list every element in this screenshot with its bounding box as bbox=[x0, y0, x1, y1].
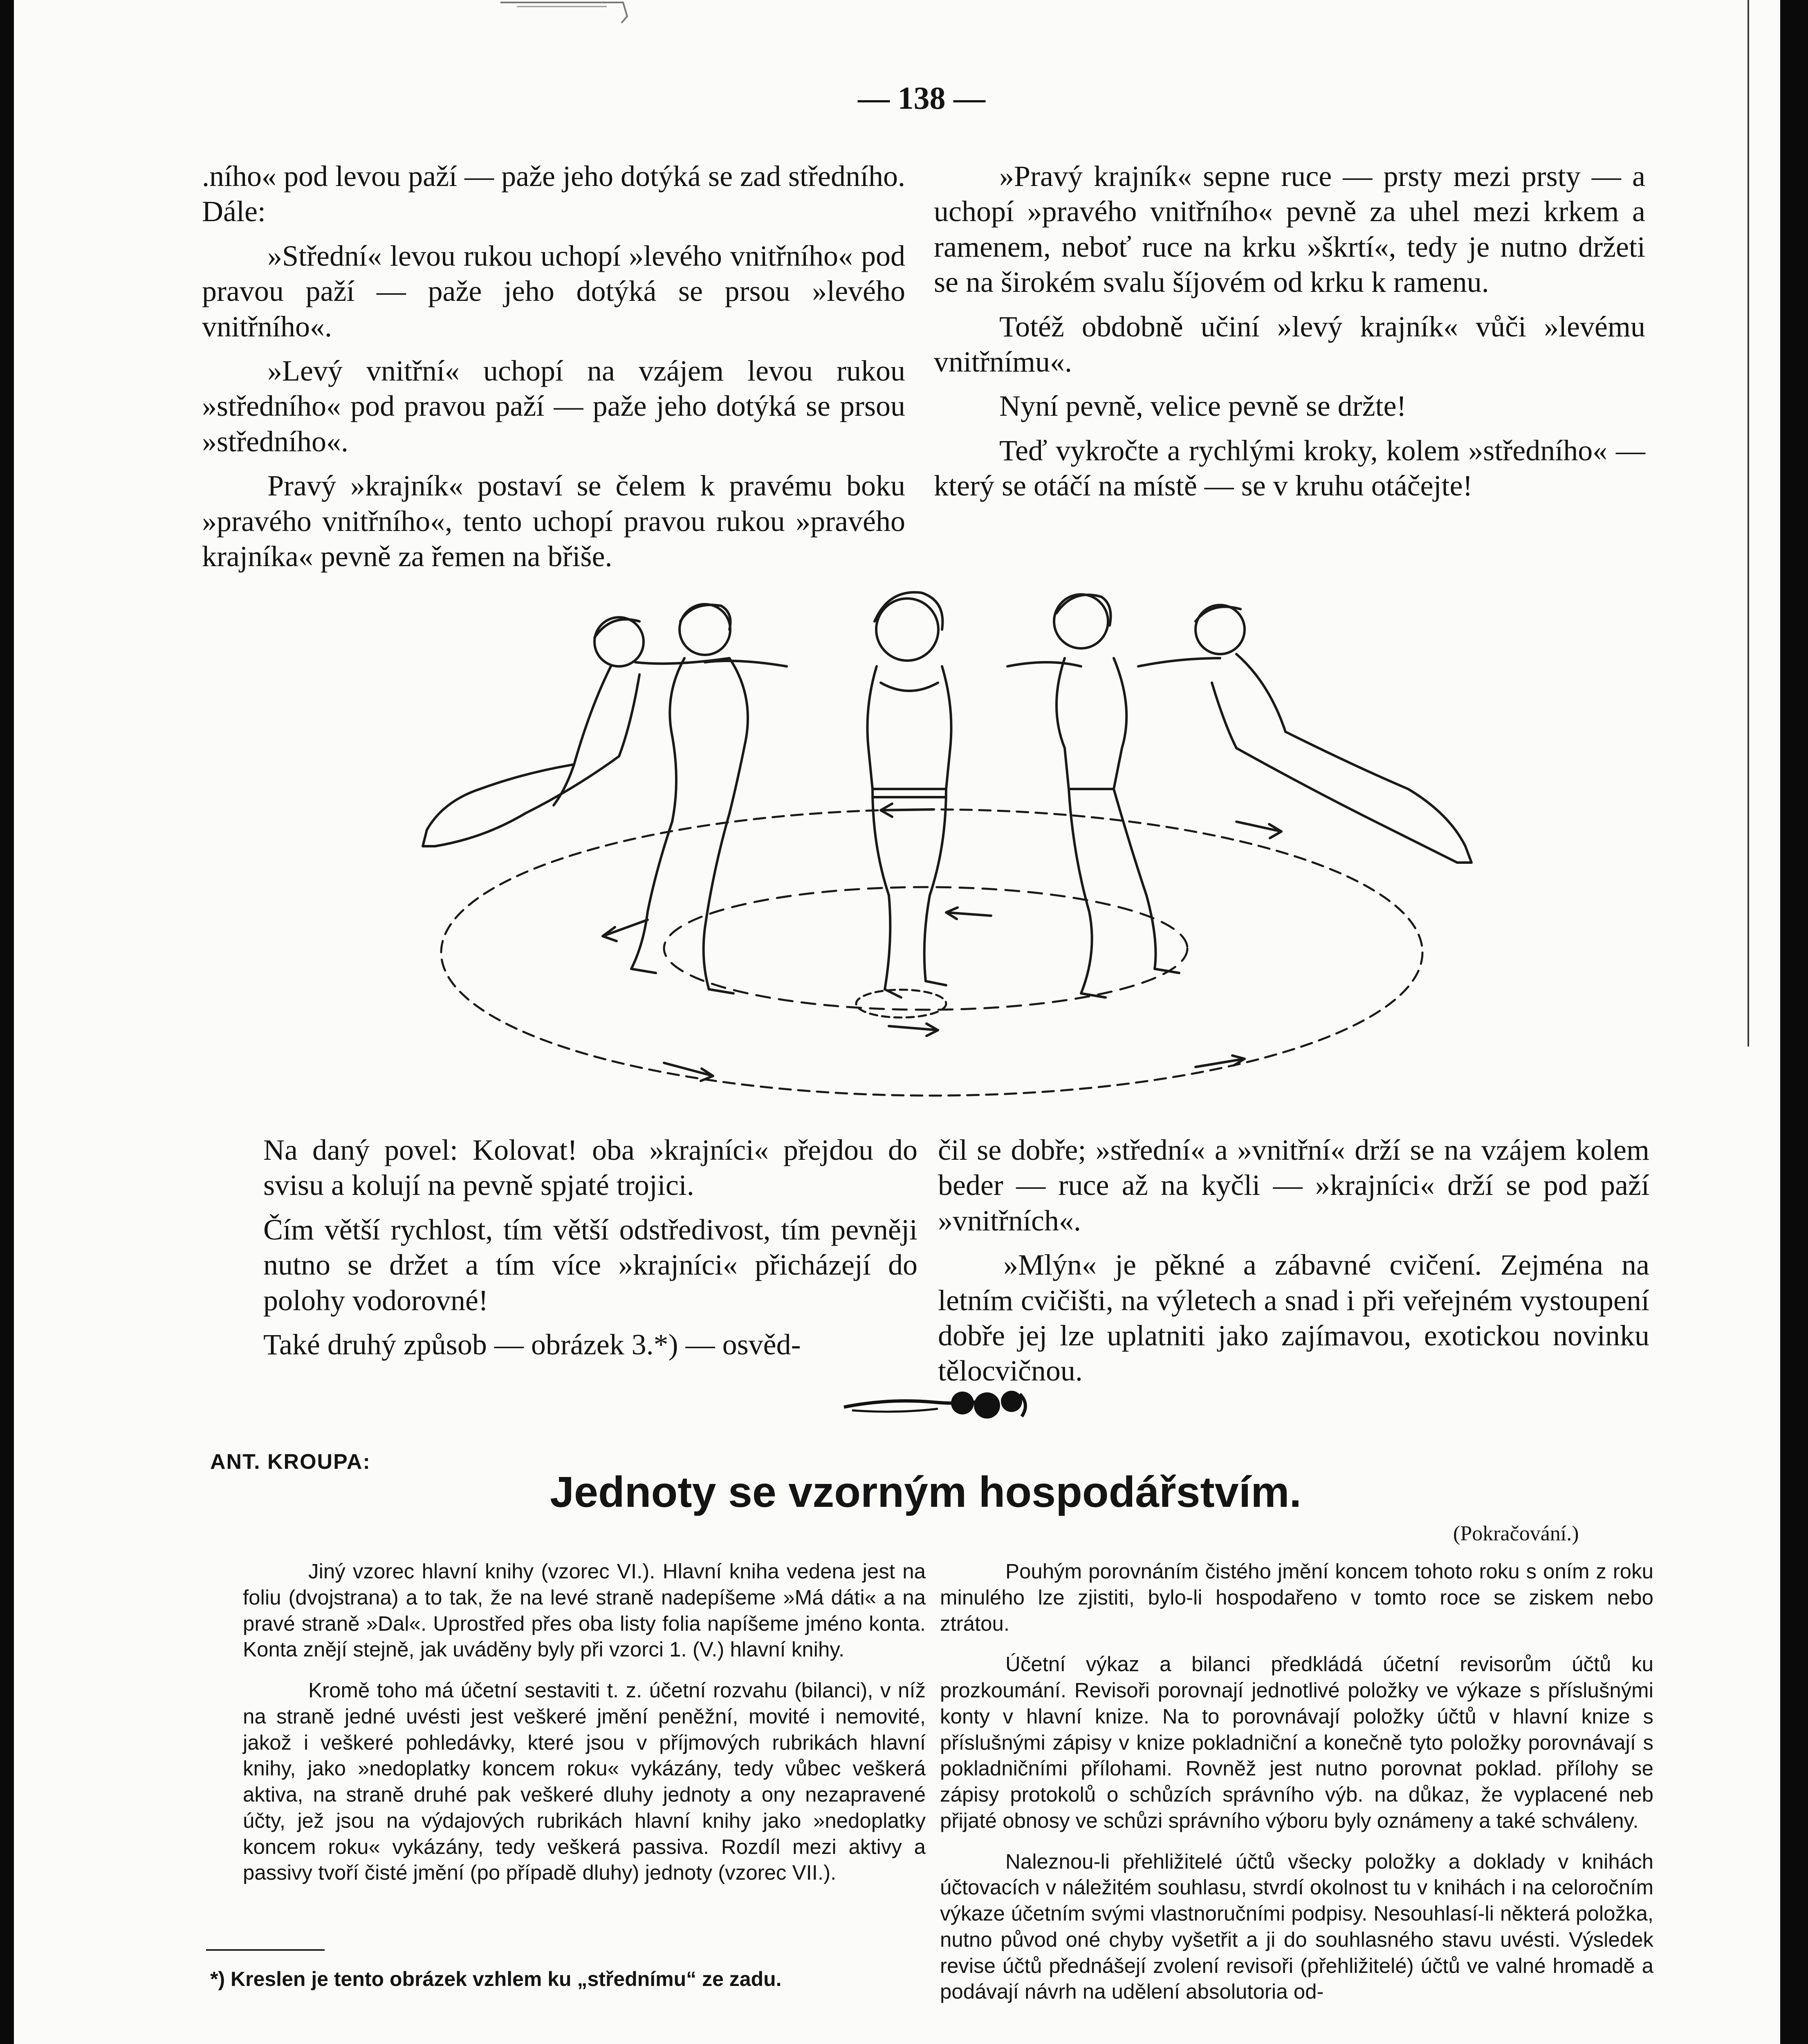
paragraph: Pravý »krajník« postaví se čelem k pravému boku »pravého vnitřního«, tento uchopí pravou rukou »pravého krajníka« pevně za řemen na břiše. bbox=[202, 469, 905, 573]
paragraph: .ního« pod levou paží — paže jeho dotýká se zad středního. Dále: bbox=[202, 160, 905, 228]
paragraph: Na daný povel: Kolovat! oba »krajníci« přejdou do svisu a kolují na pevně spjaté trojici. bbox=[263, 1134, 917, 1202]
frame-line bbox=[1747, 0, 1749, 1047]
mill-exercise-illustration bbox=[419, 560, 1478, 1104]
journal-page bbox=[14, 0, 1780, 2044]
article-left-column bbox=[243, 1558, 926, 1886]
lower-left-column bbox=[263, 1132, 917, 1362]
paragraph: Kromě toho má účetní sestaviti t. z. účetní rozvahu (bilanci), v níž na straně jedné uvésti jest veškeré jmění peněžní, movité i nemovité, jakož i veškeré pohledávky, které jsou v příjmových rubrikách hlavní knihy, jako »nedoplatky koncem roku« vykázány, tedy vůbec veškerá aktiva, na straně druhé pak veškeré dluhy jednoty a ony nezapravené účty, jež jsou na výdajových rubrikách hlavní knihy jako »nedoplatky koncem roku« vykázány, tedy veškerá passiva. Rozdíl mezi aktivy a passivy tvoří čisté jmění (po případě dluhy) jednoty (vzorec VII.). bbox=[243, 1679, 926, 1885]
footnote: *) Kreslen je tento obrázek vzhlem ku „střednímu“ ze zadu. bbox=[210, 1968, 782, 1990]
paragraph: Čím větší rychlost, tím větší odstředivost, tím pevněji nutno se držet a tím více »krajníci« přicházejí do polohy vodorovné! bbox=[263, 1213, 917, 1317]
paragraph: Pouhým porovnáním čistého jmění koncem tohoto roku s oním z roku minulého lze zjistiti, bylo-li hospodařeno v tomto roce se ziskem nebo ztrátou. bbox=[940, 1560, 1653, 1635]
paragraph: »Levý vnitřní« uchopí na vzájem levou rukou »středního« pod pravou paží — paže jeho dotýká se prsou »středního«. bbox=[202, 354, 905, 458]
paragraph: Účetní výkaz a bilanci předkládá účetní revisorům účtů ku prozkoumání. Revisoři porovnají jednotlivé položky ve výkaze s příslušnými konty v hlavní knize. Na to porovnávají položky účtů v hlavní knize s příslušnými zápisy v knize pokladniční a konečně tyto položky porovnávají s pokladničními přílohami. Rovněž jest nutno porovnat poklad. přílohy se zápisy protokolů o schůzích správního výb. na důkaz, že vyplacené neb přijaté obnosy ve schůzi správního výboru byly oznámeny a také schváleny. bbox=[940, 1652, 1653, 1832]
article-right-column bbox=[940, 1558, 1653, 2005]
paragraph: Totéž obdobně učiní »levý krajník« vůči »levému vnitřnímu«. bbox=[934, 310, 1645, 378]
article-continuation-note: (Pokračování.) bbox=[1453, 1522, 1579, 1545]
right-outer-dancer bbox=[1138, 605, 1472, 863]
paragraph: »Pravý krajník« sepne ruce — prsty mezi prsty — a uchopí »pravého vnitřního« pevně za uhel mezi krkem a ramenem, neboť ruce na krku »škrtí«, tedy je nutno držeti se na širokém svalu šíjovém od krku k ramenu. bbox=[934, 160, 1645, 299]
pivot-circle bbox=[856, 990, 946, 1018]
ornament-divider bbox=[840, 1382, 1032, 1427]
paragraph: Také druhý způsob — obrázek 3.*) — osvěd- bbox=[263, 1328, 801, 1361]
article-author: ANT. KROUPA: bbox=[210, 1450, 371, 1474]
center-dancer bbox=[868, 592, 951, 997]
lower-right-column bbox=[938, 1132, 1649, 1389]
right-inner-dancer bbox=[1007, 594, 1179, 997]
paragraph: čil se dobře; »střední« a »vnitřní« drží se na vzájem kolem beder — ruce až na kyčli — »krajníci« drží se pod paží »vnitřních«. bbox=[938, 1134, 1649, 1237]
upper-right-column bbox=[934, 159, 1645, 504]
outer-orbit bbox=[441, 809, 1422, 1096]
article-title: Jednoty se vzorným hospodářstvím. bbox=[550, 1468, 1301, 1516]
paragraph: »Mlýn« je pěkné a zábavné cvičení. Zejména na letním cvičišti, na výletech a snad i při veřejném vystoupení dobře jej lze uplatniti jako zajímavou, exotickou novinku tělocvičnou. bbox=[938, 1248, 1649, 1387]
paragraph: »Střední« levou rukou uchopí »levého vnitřního« pod pravou paží — paže jeho dotýká se prsou »levého vnitřního«. bbox=[202, 239, 905, 343]
paragraph: Teď vykročte a rychlými kroky, kolem »středního« — který se otáčí na místě — se v kruhu otáčejte! bbox=[934, 434, 1645, 502]
page-number: — 138 — bbox=[858, 80, 985, 116]
paragraph: Jiný vzorec hlavní knihy (vzorec VI.). Hlavní kniha vedena jest na foliu (dvojstrana) a to tak, že na levé straně nadepíšeme »Má dáti« a na pravé straně »Dal«. Uprostřed přes oba listy folia napíšeme jméno konta. Konta znějí stejně, jak uváděny byly při vzorci 1. (V.) hlavní knihy. bbox=[243, 1560, 926, 1661]
paragraph: Naleznou-li přehližitelé účtů všecky položky a doklady v knihách účtovacích v náležitém souhlasu, stvrdí okolnost tu v knihách i na celoročním výkaze účetním svými vlastnoručními podpisy. Nesouhlasí-li některá položka, nutno původ oné chyby vyšetřit a ji do souhlasného stavu uvésti. Výsledek revise účtů přednášejí zvolení revisoři (přehližitelé) účtů ve valné hromadě a podávají návrh na udělení absolutoria od- bbox=[940, 1849, 1653, 2004]
upper-left-column bbox=[202, 159, 905, 574]
footnote-rule bbox=[206, 1949, 325, 1951]
left-outer-dancer bbox=[423, 617, 729, 846]
paragraph: Nyní pevně, velice pevně se držte! bbox=[999, 390, 1406, 423]
torn-edge-scrap bbox=[500, 0, 631, 25]
